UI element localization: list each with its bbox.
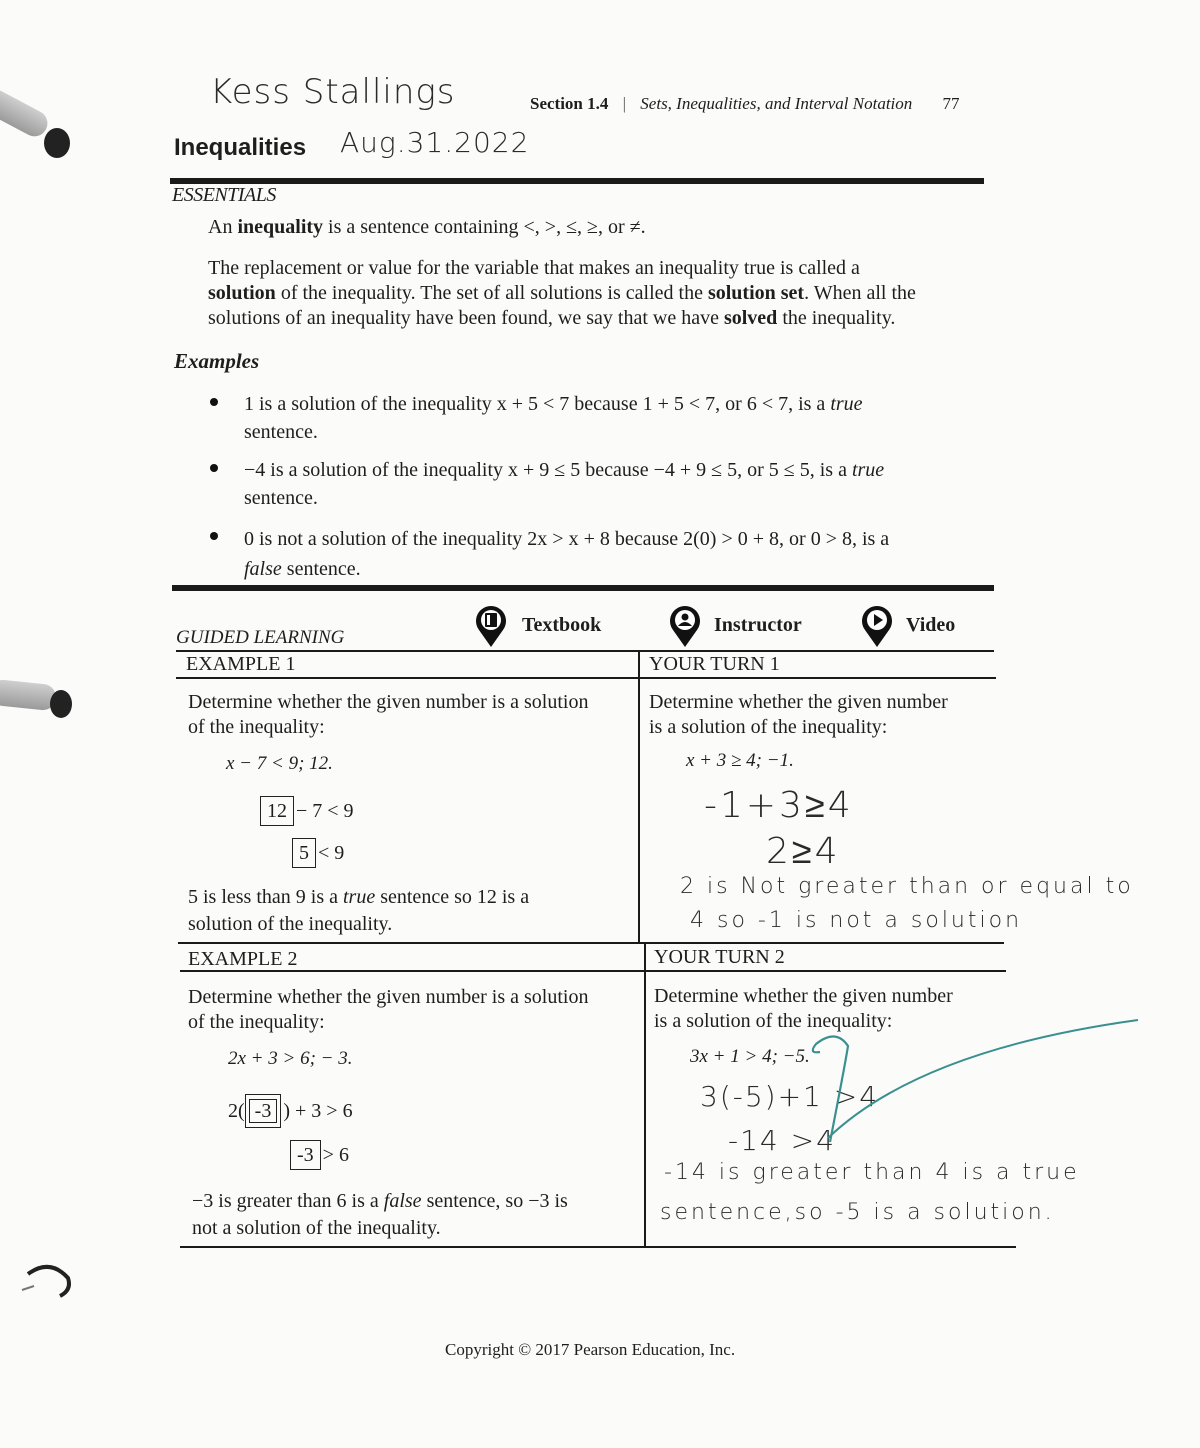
copyright-footer: Copyright © 2017 Pearson Education, Inc.: [445, 1340, 736, 1359]
term-solution: solution: [208, 282, 276, 304]
textbook-icon: [474, 604, 508, 648]
examples-rule: [172, 585, 994, 591]
example-2-conclusion: −3 is greater than 6 is a false sentence, so −3 is not a solution of the inequality.: [192, 1190, 568, 1239]
video-icon: [860, 604, 894, 648]
your-turn-1-problem: x + 3 ≥ 4; −1.: [686, 750, 794, 771]
student-name: Kess Stallings: [210, 72, 456, 112]
binder-ring-bottom: [20, 1260, 80, 1310]
page-title: Inequalities: [174, 134, 307, 161]
table-row1-rule: [176, 677, 996, 679]
section-header: [530, 94, 960, 114]
example-1-prompt: Determine whether the given number is a solution of the inequality:: [188, 691, 589, 738]
term-solution-set: solution set: [707, 282, 805, 304]
your-turn-1-answer-line-2: 4 so -1 is not a solution: [690, 908, 1023, 933]
example-1-step-1-box: 12: [260, 796, 294, 826]
examples-heading: Examples: [174, 349, 260, 373]
binder-ring-top: [0, 85, 52, 141]
video-label: Video: [906, 614, 956, 636]
your-turn-1-work-line-1: -1+3≥4: [704, 785, 854, 826]
example-item-3: 0 is not a solution of the inequality 2x > x + 8 because 2(0) > 0 + 8, or 0 > 8, is a false sentence.: [244, 528, 890, 580]
page-number: 77: [942, 94, 960, 113]
bullet-3: [210, 532, 218, 540]
table-bottom-rule: [180, 1246, 1016, 1248]
example-2-step-2: -3 > 6: [290, 1140, 349, 1170]
example-2-prompt: Determine whether the given number is a solution of the inequality:: [188, 986, 589, 1033]
example-2-step-1-box: -3: [245, 1094, 282, 1128]
your-turn-2-problem: 3x + 1 > 4; −5.: [690, 1046, 810, 1067]
example-1-step-1: 12 − 7 < 9: [260, 796, 354, 826]
handwritten-date: Aug.31.2022: [340, 126, 530, 159]
example-item-2: −4 is a solution of the inequality x + 9 ≤ 5 because −4 + 9 ≤ 5, or 5 ≤ 5, is a true sentence.: [244, 459, 885, 509]
bullet-2: [210, 464, 218, 472]
example-1-step-2-box: 5: [292, 838, 316, 868]
instructor-icon: [668, 604, 702, 648]
essentials-definition-inequality: An inequality is a sentence containing <, >, ≤, ≥, or ≠.: [208, 216, 646, 238]
your-turn-2-prompt: Determine whether the given number is a solution of the inequality:: [654, 985, 953, 1032]
table-top-rule: [176, 650, 994, 652]
example-1-step-2: 5 < 9: [292, 838, 344, 868]
example-item-1: 1 is a solution of the inequality x + 5 < 7 because 1 + 5 < 7, or 6 < 7, is a true sentence.: [244, 393, 863, 443]
example-2-problem: 2x + 3 > 6; − 3.: [228, 1048, 353, 1069]
your-turn-2-answer-line-1: -14 is greater than 4 is a true: [664, 1160, 1080, 1185]
table-middle-rule: [178, 942, 1004, 944]
your-turn-2-answer-line-2: sentence,so -5 is a solution.: [660, 1200, 1055, 1225]
your-turn-1-work-line-2: 2≥4: [766, 831, 841, 872]
binder-ring-top-tip: [44, 128, 70, 158]
table-center-divider-bottom: [644, 942, 646, 1248]
binder-ring-middle-tip: [50, 690, 72, 718]
bullet-1: [210, 398, 218, 406]
example-2-heading: EXAMPLE 2: [188, 948, 298, 970]
example-2-step-1: 2( -3 ) + 3 > 6: [228, 1094, 353, 1128]
your-turn-2-heading: YOUR TURN 2: [654, 946, 785, 968]
section-number: Section 1.4: [530, 94, 609, 113]
example-2-step-2-box: -3: [290, 1140, 321, 1170]
guided-learning-heading: GUIDED LEARNING: [176, 627, 345, 648]
instructor-label: Instructor: [714, 614, 802, 636]
essentials-definition-solution: The replacement or value for the variable that makes an inequality true is called a solution of the inequality. The set of all solutions is called the solution set. When all the solutions of an inequality have been found, we say that we have solved the inequality.: [208, 257, 916, 329]
header-rule: [170, 178, 984, 184]
textbook-label: Textbook: [522, 614, 602, 636]
binder-ring-middle: [0, 679, 57, 712]
example-1-heading: EXAMPLE 1: [186, 653, 296, 675]
section-title: Sets, Inequalities, and Interval Notation: [640, 94, 913, 113]
example-1-conclusion: 5 is less than 9 is a true sentence so 12 is a solution of the inequality.: [188, 886, 530, 935]
your-turn-1-prompt: Determine whether the given number is a solution of the inequality:: [649, 691, 948, 738]
your-turn-1-heading: YOUR TURN 1: [649, 653, 780, 675]
term-inequality: inequality: [237, 216, 324, 238]
term-solved: solved: [723, 307, 778, 329]
essentials-heading: ESSENTIALS: [172, 184, 276, 206]
example-1-problem: x − 7 < 9; 12.: [226, 753, 333, 774]
your-turn-1-answer-line-1: 2 is Not greater than or equal to: [680, 874, 1134, 899]
section-divider: |: [622, 94, 627, 113]
your-turn-2-work-line-1: 3(-5)+1 >4: [700, 1080, 880, 1113]
table-center-divider-top: [638, 650, 640, 944]
table-row2-rule: [180, 970, 1006, 972]
teal-pen-stroke: [770, 1010, 1150, 1160]
your-turn-2-work-line-2: -14 >4: [728, 1124, 836, 1157]
